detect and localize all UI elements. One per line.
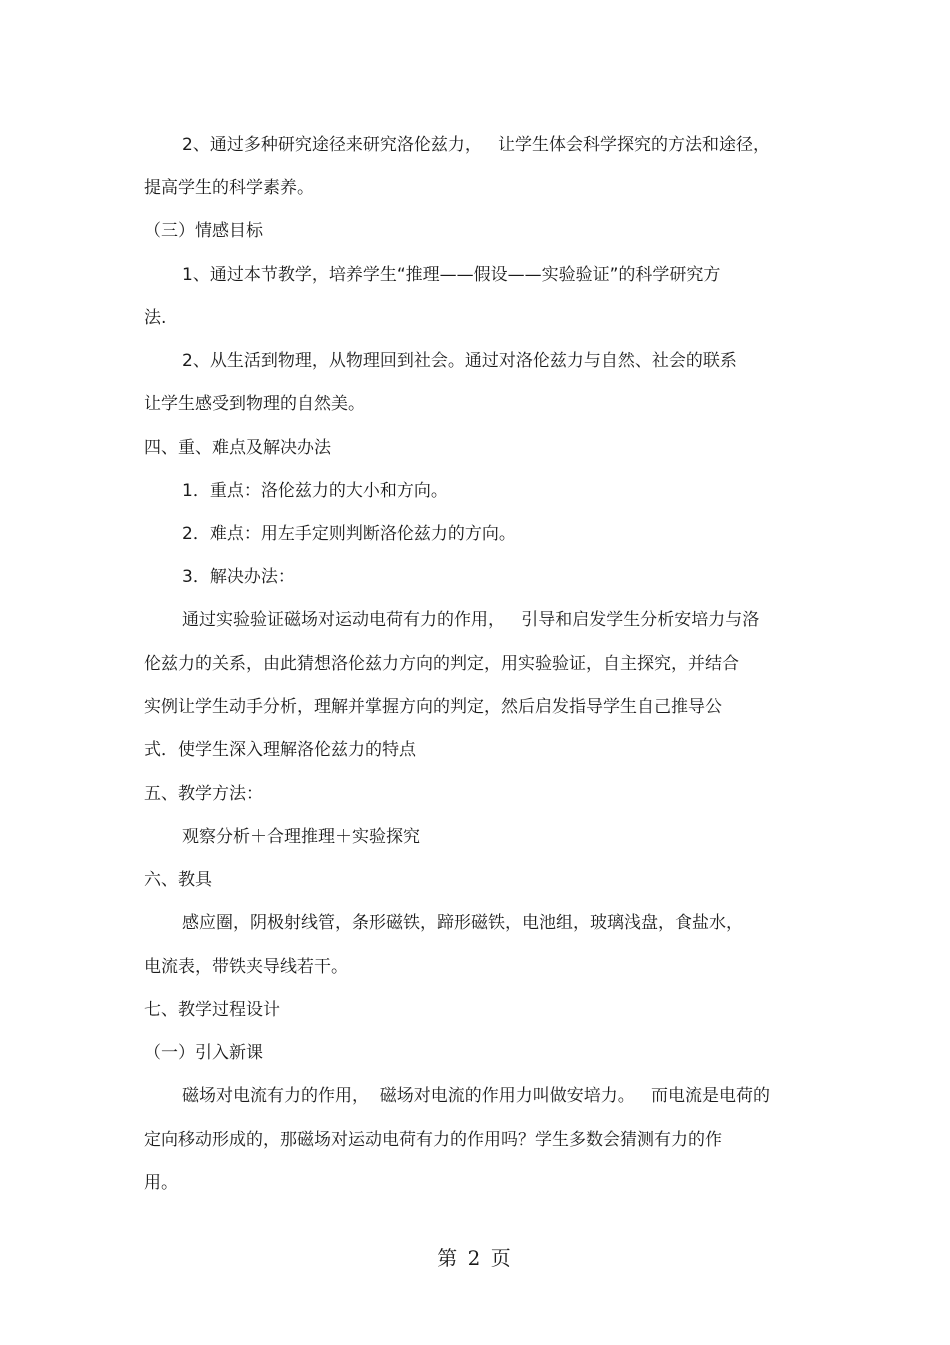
paragraph-line: 式．使学生深入理解洛伦兹力的特点 bbox=[144, 740, 416, 760]
list-item: 3．解决办法： bbox=[182, 567, 295, 587]
paragraph-line: 磁场对电流有力的作用， 磁场对电流的作用力叫做安培力。 而电流是电荷的 bbox=[182, 1086, 771, 1106]
paragraph-line: 定向移动形成的，那磁场对运动电荷有力的作用吗？学生多数会猜测有力的作 bbox=[144, 1130, 722, 1150]
section-heading: 六、教具 bbox=[144, 870, 212, 890]
list-item: 2．难点：用左手定则判断洛伦兹力的方向。 bbox=[182, 524, 516, 544]
paragraph-line: 用。 bbox=[144, 1173, 178, 1193]
section-heading: 七、教学过程设计 bbox=[144, 1000, 280, 1020]
paragraph-line: 2、从生活到物理，从物理回到社会。通过对洛伦兹力与自然、社会的联系 bbox=[182, 351, 737, 371]
paragraph-line: 1、通过本节教学，培养学生“推理——假设——实验验证”的科学研究方 bbox=[182, 265, 721, 285]
paragraph-line: 提高学生的科学素养。 bbox=[144, 178, 314, 198]
list-item: 1．重点：洛伦兹力的大小和方向。 bbox=[182, 481, 448, 501]
section-heading: （三）情感目标 bbox=[144, 221, 263, 241]
paragraph-line: 通过实验验证磁场对运动电荷有力的作用， 引导和启发学生分析安培力与洛 bbox=[182, 610, 760, 630]
paragraph-line: 感应圈，阴极射线管，条形磁铁，蹄形磁铁，电池组，玻璃浅盘，食盐水， bbox=[182, 913, 743, 933]
paragraph-line: 实例让学生动手分析，理解并掌握方向的判定，然后启发指导学生自己推导公 bbox=[144, 697, 722, 717]
section-heading: （一）引入新课 bbox=[144, 1043, 263, 1063]
paragraph-line: 让学生感受到物理的自然美。 bbox=[144, 394, 365, 414]
page-number: 第 2 页 bbox=[437, 1246, 513, 1270]
section-heading: 四、重、难点及解决办法 bbox=[144, 438, 331, 458]
paragraph-line: 法. bbox=[144, 308, 167, 328]
paragraph-line: 电流表，带铁夹导线若干。 bbox=[144, 957, 348, 977]
paragraph-line: 观察分析＋合理推理＋实验探究 bbox=[182, 827, 420, 847]
paragraph-line: 2、通过多种研究途径来研究洛伦兹力， 让学生体会科学探究的方法和途径， bbox=[182, 135, 771, 155]
paragraph-line: 伦兹力的关系，由此猜想洛伦兹力方向的判定，用实验验证，自主探究，并结合 bbox=[144, 654, 739, 674]
section-heading: 五、教学方法： bbox=[144, 784, 263, 804]
